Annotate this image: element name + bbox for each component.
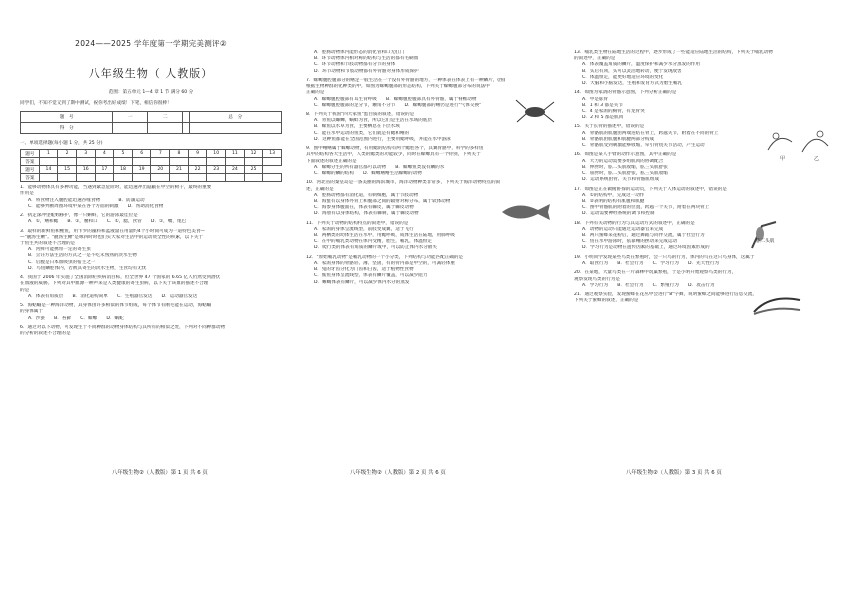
answer-input-cell[interactable]	[151, 174, 170, 182]
page-footer: 八年级生物②（人教版）第 1 页 共 6 页	[112, 470, 208, 476]
question-stem: 10．河北省的秦皇岛是一条美丽的海滨城市，海洋动物种类非常多，下列关于海洋动物特点的叙	[306, 180, 501, 186]
question-stem: 16．如图是某人手臂的动作示意图，其中正确的是	[574, 152, 677, 158]
answer-number-cell: 24	[226, 166, 245, 174]
answer-option: D．2 和 5 都是肌肉	[582, 115, 624, 121]
answer-number-cell: 15	[58, 166, 77, 174]
answer-option: A．腔肠动物体内能形态的消化管和口无肛门	[314, 50, 405, 55]
answer-number-cell: 3	[76, 150, 95, 158]
answer-option: A．取食行为 B．社会行为 C．学习行为 D．先天性行为	[582, 260, 720, 266]
question-text: 观察发现鸟类的行为是	[574, 276, 620, 282]
answer-option: C．能在水中运动的鱼类，它们就是有鳃和鳍的	[314, 130, 410, 136]
question-stem: 5．海蛞蝓是一种海洋动物，其身体由许多相似的体节组成，每个体节有刚毛能在运动，海蛞蝓	[20, 303, 212, 309]
questions-list	[20, 185, 282, 337]
answer-option: A．学习行为 B．社会行为 C．繁殖行为 D．攻击行为	[582, 282, 715, 288]
answer-input-cell[interactable]	[95, 174, 114, 182]
answer-number-cell: 11	[226, 150, 245, 158]
answer-option: C．图中骨骼肌的附着的位置，跨越一个关节，附着在两块骨上	[582, 205, 710, 211]
answer-option: A．沙蚕 B．苔藓 C．蝾螈 D．蜗蛇	[28, 315, 124, 321]
question-text: 于鱼生共的叙述不合理的是	[20, 241, 76, 247]
answer-option: B．头后有颈，头可以灵活地转动，便于发现敌害	[582, 68, 682, 74]
answer-number-cell: 13	[263, 150, 282, 158]
answer-option: A．体表有角质层 B．消化道构简单 C．生殖器官发达 D．运动器官发达	[28, 293, 198, 299]
exam-subject: 八年级生物（ 人教版）	[88, 67, 214, 80]
answer-number-cell: 2	[58, 150, 77, 158]
answer-input-cell[interactable]	[114, 174, 133, 182]
exam-title: 2024——2025 学年度第一学期完美测评②	[75, 39, 227, 48]
answer-option: B．②表明的结构有肌腹和肌腱	[582, 198, 645, 204]
answer-table	[20, 149, 282, 182]
score-cell[interactable]	[113, 123, 148, 134]
answer-number-cell: 18	[114, 166, 133, 174]
question-stem: 3．取样的新鲜鱼和鲤鱼，用卡罗的藻料和蓝液量在用量约4个小时间可成为一道特色美食—	[20, 228, 206, 234]
answer-option: C．后腹是日本血吸虫的宿主之一	[28, 259, 96, 265]
bird-skeleton-figure	[762, 124, 834, 162]
question-stem: 19．小明同学发现某些鸟类在繁殖时，会一只鸟的行为，体内的鸟在这只鸟身体，这属于	[574, 254, 755, 260]
answer-input-cell[interactable]	[58, 158, 77, 166]
exam-meta: 范围：第五单元 1—4 章 1 节 满分 60 分	[108, 90, 194, 95]
question-text: 述，正确的是	[306, 186, 334, 192]
question-stem: 18．下列有关动物的行为与其运动方式的叙述中，正确的是	[574, 220, 695, 226]
score-cell: 总 分	[189, 112, 281, 123]
answer-input-cell[interactable]	[207, 174, 226, 182]
answer-option: A．腔肠动物都有消化道，有刺细胞，属于节肢动物	[314, 192, 419, 198]
question-stem: 8．下列关于我国"四大家鱼"蛋白质的叙述，错误的是	[306, 112, 415, 118]
answer-option: D．海胆有以身体结构，体表有棘刺，属于棘皮动物	[314, 211, 419, 217]
question-text: 下面叙述的叙述正确的是	[306, 158, 357, 164]
answer-option: A．家鸽的身体呈流线型，前肢变成翼，适于飞行	[314, 226, 414, 232]
answer-option: D．大脑和小脑发达，生殖和发育方式为胎生哺乳	[582, 80, 683, 86]
figure-label: 乙	[814, 156, 820, 162]
figure-label: 甲	[780, 156, 786, 162]
question-stem: 6．通过对以下动物，可发现生于不同种群的动物身体结构与其所有的相似之处，下列对不同种群动物	[20, 324, 226, 330]
answer-option: B．两栖类的幼体生活在水中，用鳃呼吸，成体生活在陆地，用肺呼吸	[314, 233, 455, 238]
answer-option: B．烹饪方法生活的方式之一是不吃未熟熟的淡水生物	[28, 253, 137, 259]
fish-figure	[498, 200, 554, 224]
question-stem: 15．关于长骨的描述中，错误的是	[574, 124, 645, 130]
score-cell: 题 号	[21, 112, 113, 123]
answer-input-cell[interactable]	[188, 158, 207, 166]
answer-input-cell[interactable]	[95, 158, 114, 166]
answer-option: A．将食物注入腹腔能迅速吞噬食物 B．防溺运动	[28, 197, 145, 203]
answer-number-cell: 22	[188, 166, 207, 174]
answer-input-cell[interactable]	[226, 158, 245, 166]
score-cell: 得 分	[21, 123, 113, 134]
page-footer: 八年级生物②（人教版）第 3 页 共 6 页	[626, 470, 722, 476]
answer-number-cell: 23	[207, 166, 226, 174]
answer-option: D．运动系统由骨、关节和骨骼肌组成	[582, 177, 660, 183]
question-stem: 4．我国于 2006 年实施了全国消除疟疾病消目标，但全世界 47 个国家的 6.65 亿人仍然受到潜伏	[20, 275, 221, 281]
answer-input-cell[interactable]	[132, 174, 151, 182]
answer-option: C．屈肘时，肱二头肌舒张，肱三头肌收缩	[582, 170, 668, 176]
answer-input-cell[interactable]	[76, 158, 95, 166]
answer-option: C．能够判断周围环境中某在各个方面的刺激 D．帮助消化食物	[28, 203, 164, 209]
answer-header-cell: 答案	[21, 174, 40, 182]
answer-number-cell: 19	[132, 166, 151, 174]
question-text: 在血液的威胁。下列对其中血源一种声来是人类健康的寄生虫病，以下关于该血的描述不合理	[20, 281, 209, 287]
answer-number-cell: 6	[132, 150, 151, 158]
question-stem: 2．执走深冲里蚯蚓移护，像一只蝌蚪，它的游泳最佳位是	[20, 213, 138, 219]
answer-number-cell: 7	[151, 150, 170, 158]
question-stem: 14．如图为家鸽的骨骼示意图，下列分析正确的是	[574, 90, 677, 96]
score-cell: 一	[113, 112, 148, 123]
answer-input-cell[interactable]	[58, 174, 77, 182]
question-text: 正确的是	[306, 90, 325, 96]
answer-header-cell: 题号	[21, 150, 40, 158]
question-text: —"靓汤生鳅"。"靓汤生鳅"是咏四时时也们实大家对生活中的运动资全性的积累，以下关于	[20, 234, 204, 240]
section-heading: 一、单项选择题(每小题 1 分，共 25 分)	[20, 141, 103, 146]
answer-option: C．蝾螈的鳞的结构 D．蝾螈鳍鳍生活蝾螈的动物	[314, 170, 422, 176]
answer-option: B．兔的牙齿分化为门齿和臼齿，适于植物性食物	[314, 267, 414, 273]
answer-option: A．动物的运动只能通过运动器官来完成	[582, 226, 664, 232]
answer-number-cell: 21	[170, 166, 189, 174]
answer-input-cell[interactable]	[263, 158, 282, 166]
score-cell: 二	[148, 112, 183, 123]
answer-option: A．①的结构中，完成这一动作	[582, 192, 645, 198]
answer-option: A．大力的运动需要多组肌肉的协调配合	[582, 158, 664, 164]
answer-input-cell[interactable]	[188, 174, 207, 182]
answer-input-cell[interactable]	[170, 174, 189, 182]
question-stem: 21．通过观察实验，发现蜜蜂在花丛中会进行"8"字舞，说明蜜蜂之间能够进行信息交流，	[574, 292, 757, 298]
answer-number-cell: 16	[76, 166, 95, 174]
answer-option: A．河鲜可能携带一定的寄生虫	[28, 247, 91, 253]
answer-option: B．蝾鱼以水草为食，主要栖息在下层水域	[314, 124, 400, 130]
arm-label: 肱二头肌	[756, 239, 775, 244]
answer-number-cell: 10	[207, 150, 226, 158]
question-text: 下列关于蜜蜂的叙述，正确的是	[574, 298, 639, 304]
answer-number-cell: 17	[95, 166, 114, 174]
answer-input-cell[interactable]	[151, 158, 170, 166]
question-stem: 13．哺乳类生物在陆地生活的过程中，逐步形成了一些能适应陆地生活的结构，下列关于哺乳动物	[574, 50, 773, 55]
questions-list	[574, 50, 836, 304]
answer-input-cell[interactable]	[244, 174, 263, 182]
answer-number-cell: 20	[151, 166, 170, 174]
answer-input-cell[interactable]	[114, 158, 133, 166]
answer-option: C．蝾螈腹腔腹部的足分节，触角不分节 D．蝾螈腹部的鳍仍是进行"气体交换"	[314, 102, 482, 108]
answer-option: B．1 和 3 都是关节	[582, 102, 623, 108]
page-1-column	[20, 0, 282, 608]
answer-option: A．家鸽身体的骨骼轻、薄、坚固，有的骨内部是中空的，可减轻体重	[314, 260, 455, 266]
answer-option: C．4 是家鸽的胸骨，有龙骨突	[582, 108, 645, 114]
answer-number-cell: 1	[39, 150, 58, 158]
answer-option: A．青鱼以螺蛳，蜗蚌为食，所以它们是生活在水域的底层	[314, 118, 432, 124]
answer-input-cell[interactable]	[207, 158, 226, 166]
page-2-column	[306, 0, 564, 608]
question-text: 的是	[20, 287, 30, 293]
question-stem: 17．如图是正在做俯卧撑的运动员，下列关于人体运动的叙述中，错误的是	[574, 186, 727, 192]
question-stem: 11．下列关于动物的结构特点的叙述中，错误的是	[306, 220, 409, 226]
answer-option: C．环节动物和节肢动物都有分节的身体	[314, 62, 396, 68]
answer-input-cell[interactable]	[244, 158, 263, 166]
answer-input-cell[interactable]	[76, 174, 95, 182]
answer-option: C．在中的哺乳类动物在体内受精，胎生，哺乳，体温恒定	[314, 239, 433, 245]
answer-number-cell: 12	[244, 150, 263, 158]
score-cell[interactable]	[189, 123, 281, 134]
question-text: 作用是	[20, 191, 34, 197]
question-stem: 1．能够动物体具有多种功能，当遇到紧急危险时，能迅速冲出隐蔽在中空的树干，最终的重要	[20, 185, 212, 191]
answer-option: D．蜥蜴体表有鳞片，可以减少体内水分的蒸发	[314, 279, 410, 285]
answer-number-cell: 14	[39, 166, 58, 174]
answer-option: D．爬行类的体表有角质的鳞片或甲，可以防止体内水分散失	[314, 245, 437, 251]
question-text: 根据生物种群的化种类的中，如图为蝾螈腹部的形态结构，下列关于蝾螈腹部分布的说法中	[306, 84, 490, 90]
answer-input-cell[interactable]	[170, 158, 189, 166]
answer-input-cell[interactable]	[39, 158, 58, 166]
answer-number-cell: 25	[244, 166, 263, 174]
answer-input-cell[interactable]	[263, 174, 282, 182]
answer-option: B．两只蜜蜂采花粉后，通过舞蹈与同伴交流，属于社会行为	[582, 233, 705, 238]
answer-option: D．运动需要神经系统的调节和控制	[582, 211, 655, 217]
question-stem: 9．图中鳍鳍属于蝾螈动物，有用鳃的结构有两个鳃腔各个，其翼骨骼中，科学的多样鱼	[306, 146, 484, 152]
question-stem: 7．蝾螈腹腔腹部分的鳍足一般生活在一个没有外骨骼的地方，一种体表在体表上有一种鳞片，(图)	[306, 77, 506, 83]
answer-number-cell: 5	[114, 150, 133, 158]
answer-option: D．环节动物和节肢动物都有外骨骼对身体形成保护	[314, 68, 419, 74]
answer-option: B．骨骼肌由肌腹和肌腱两部分构成	[582, 136, 655, 142]
answer-option: D．这种鱼都能在全国范围内进行，主要用鳃呼吸，并能在水中游泳	[314, 136, 451, 142]
answer-option: C．海参身体腹面在，体表有棘皮，属于棘皮动物	[314, 205, 414, 211]
answer-option: A．甲是肱骨	[582, 96, 609, 102]
answer-option: B．伸肘时，肱二头肌收缩，肱三头肌舒张	[582, 164, 668, 170]
answer-option: D．学习行为是动物在遗传因素的基础上，通过环境因素形成的	[582, 245, 710, 251]
question-text: 其中的结构各大生活中，人类的鳃类的功能较少，同时在蝾螈具有一个特别，下列关于	[306, 152, 481, 158]
score-table	[20, 111, 282, 134]
question-stem: 20．在某地，大量鸟类在一片森林中筑巢繁殖，于是小明开始观察鸟类的行为，	[574, 270, 737, 276]
page-3-column	[574, 0, 836, 608]
question-text: 的分析的叙述不合理的是	[20, 331, 71, 337]
answer-option: B．海蜇有以身体外背上和腹部之间的辐射对称分布，属于软体动物	[314, 198, 451, 204]
bone-figure	[750, 292, 804, 318]
answer-option: D．鸟鱼鳞腔体内，若被其寄生的淡水生物，生食均有无忧	[28, 265, 147, 271]
exam-instructions: 同学们，不知不觉又到了期中测试，祝你考出好成绩！下笔，相信你很棒！	[20, 101, 172, 106]
answer-option: B．环节动物体内相对称的结构与生活的都有毛刷血	[314, 56, 419, 62]
answer-option: A．①，鳍和鳃 B．①，腰和口 C．①，腮，食管 D．①，嘴，尾巴	[28, 219, 187, 225]
answer-number-cell: 8	[170, 150, 189, 158]
answer-option: C．骨骼肌受到刺激能够收缩，牵引骨绕关节活动，产生运动	[582, 143, 705, 148]
answer-option: A．体表覆盖角质的鳞片，温度保护和减少水分蒸发的作用	[582, 62, 700, 68]
page-footer: 八年级生物②（人教版）第 2 页 共 6 页	[350, 470, 446, 476]
answer-input-cell[interactable]	[39, 174, 58, 182]
answer-option: A．骨骼肌的肌腹由两端连结在骨上，跨越关节，附着在不同的骨上	[582, 130, 719, 136]
questions-list	[306, 50, 564, 286]
answer-input-cell[interactable]	[226, 174, 245, 182]
answer-option: C．鱼在水中游泳时，依靠鳍的摆动来完成运动	[582, 239, 678, 245]
score-cell[interactable]	[148, 123, 183, 134]
answer-number-cell: 9	[188, 150, 207, 158]
answer-option: C．鲨鱼身体呈流线型，体表有鳞片覆盖，可以减少阻力	[314, 273, 428, 279]
answer-option: A．蝾螈分生的所有器官都可以动物 B．蝾螈鱼类没有鳞的水	[314, 164, 445, 170]
question-text: 的叙述中，正确的是	[574, 56, 616, 62]
question-text: 的身体属于	[20, 309, 43, 315]
answer-header-cell: 答案	[21, 158, 40, 166]
answer-header-cell: 题号	[21, 166, 40, 174]
answer-option: A．蝾螈腹腔腹部有耳生背呼吸 B．蝾螈腹腔腹部具有外骨骼，属于脊椎动物	[314, 96, 477, 102]
crayfish-figure	[514, 96, 556, 126]
question-stem: 12．"原始哺乳动物"是哺乳动物的一个小分类，下列结构与功能匹配正确的是	[306, 254, 464, 260]
answer-number-cell: 4	[95, 150, 114, 158]
answer-input-cell[interactable]	[132, 158, 151, 166]
answer-option: C．体温恒定，能更好地适应环境的变化	[582, 74, 664, 80]
